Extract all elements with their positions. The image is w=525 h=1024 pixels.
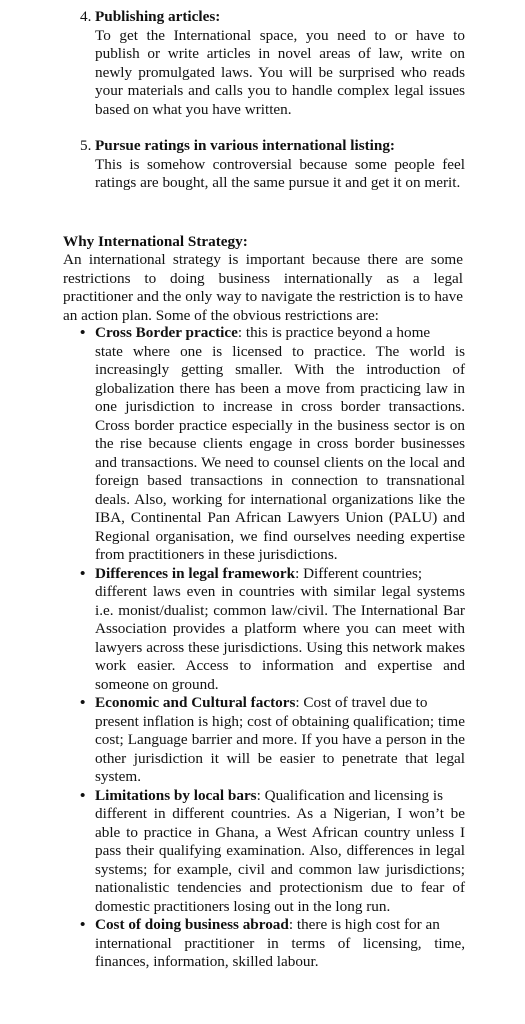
bullet-body: different laws even in countries with similar legal systems i.e. monist/dualist; common law/civil. The International Bar Association provides a platform where you can meet with lawyers across these jurisdictions. Using this network makes work easier. Access to information and expertise and someone on ground. (95, 583, 465, 693)
item-title: Pursue ratings in various international listing: (95, 137, 395, 154)
item-number: 5. (80, 137, 92, 154)
bullet-icon: • (80, 694, 86, 711)
bullet-body: state where one is licensed to practice. The world is increasingly getting smaller. With the introduction of globalization there has been a move from practicing law in one jurisdiction to increase in cross border transactions. Cross border practice especially in the business sector is on the rise because clients engage in cross border businesses and transactions. We need to counsel clients on the local and foreign based transactions in connection to transnational deals. Also, working for international organizations like the IBA, Continental Pan African Lawyers Union (PALU) and Regional organisation, we find ourselves needing expertise from practitioners in these jurisdictions. (95, 342, 465, 563)
section-heading: Why International Strategy: (63, 233, 248, 250)
bullet-lead: Differences in legal framework (95, 564, 296, 582)
bullet-lead: Cross Border practice (95, 324, 238, 341)
bullet-first-line: : Qualification and licensing is (256, 786, 444, 804)
bullet-icon: • (80, 324, 86, 341)
item-title: Publishing articles: (95, 8, 221, 25)
bullet-body: international practitioner in terms of licensing, time, finances, information, skilled labour. (95, 934, 465, 970)
bullet-first-line: : this is practice beyond a home (237, 324, 431, 341)
section-intro: An international strategy is important because there are some restrictions to doing business internationally as a legal practitioner and the only way to navigate the restriction is to have an action plan. Some of the obvious restrictions are: (63, 251, 463, 324)
bullet-first-line: : Cost of travel due to (295, 694, 428, 711)
list-item (80, 694, 465, 787)
item-body: This is somehow controversial because some people feel ratings are bought, all the same pursue it and get it on merit. (95, 155, 465, 191)
bullet-lead: Limitations by local bars (95, 786, 257, 804)
bullet-body: present inflation is high; cost of obtaining qualification; time cost; Language barrier and more. If you have a person in the other jurisdiction it will be easier to penetrate that legal system. (95, 712, 465, 785)
numbered-item-publishing (80, 8, 465, 119)
list-item (80, 916, 465, 972)
bullet-lead: Cost of doing business abroad (95, 916, 289, 933)
list-item (80, 324, 465, 565)
list-item (80, 787, 465, 917)
bullet-first-line: : Different countries; (295, 564, 423, 582)
item-body: To get the International space, you need to or have to publish or write articles in novel areas of law, write on newly promulgated laws. You will be surprised who reads your materials and calls you to handle complex legal issues based on what you have written. (95, 26, 465, 118)
bullet-icon: • (80, 916, 86, 933)
bullet-first-line: : there is high cost for an (288, 916, 440, 933)
bullet-icon: • (80, 564, 86, 582)
list-item (80, 565, 465, 695)
numbered-item-ratings (80, 137, 465, 193)
bullet-body: different in different countries. As a Nigerian, I won’t be able to practice in Ghana, a West African country unless I pass their qualifying examination. Also, differences in legal systems; for example, civil and common law jurisdictions; nationalistic tendencies and protectionism due to fear of domestic practitioners losing out in the long run. (95, 805, 465, 915)
bullet-list (80, 324, 465, 972)
bullet-icon: • (80, 786, 86, 804)
item-number: 4. (80, 8, 92, 25)
bullet-lead: Economic and Cultural factors (95, 694, 296, 711)
